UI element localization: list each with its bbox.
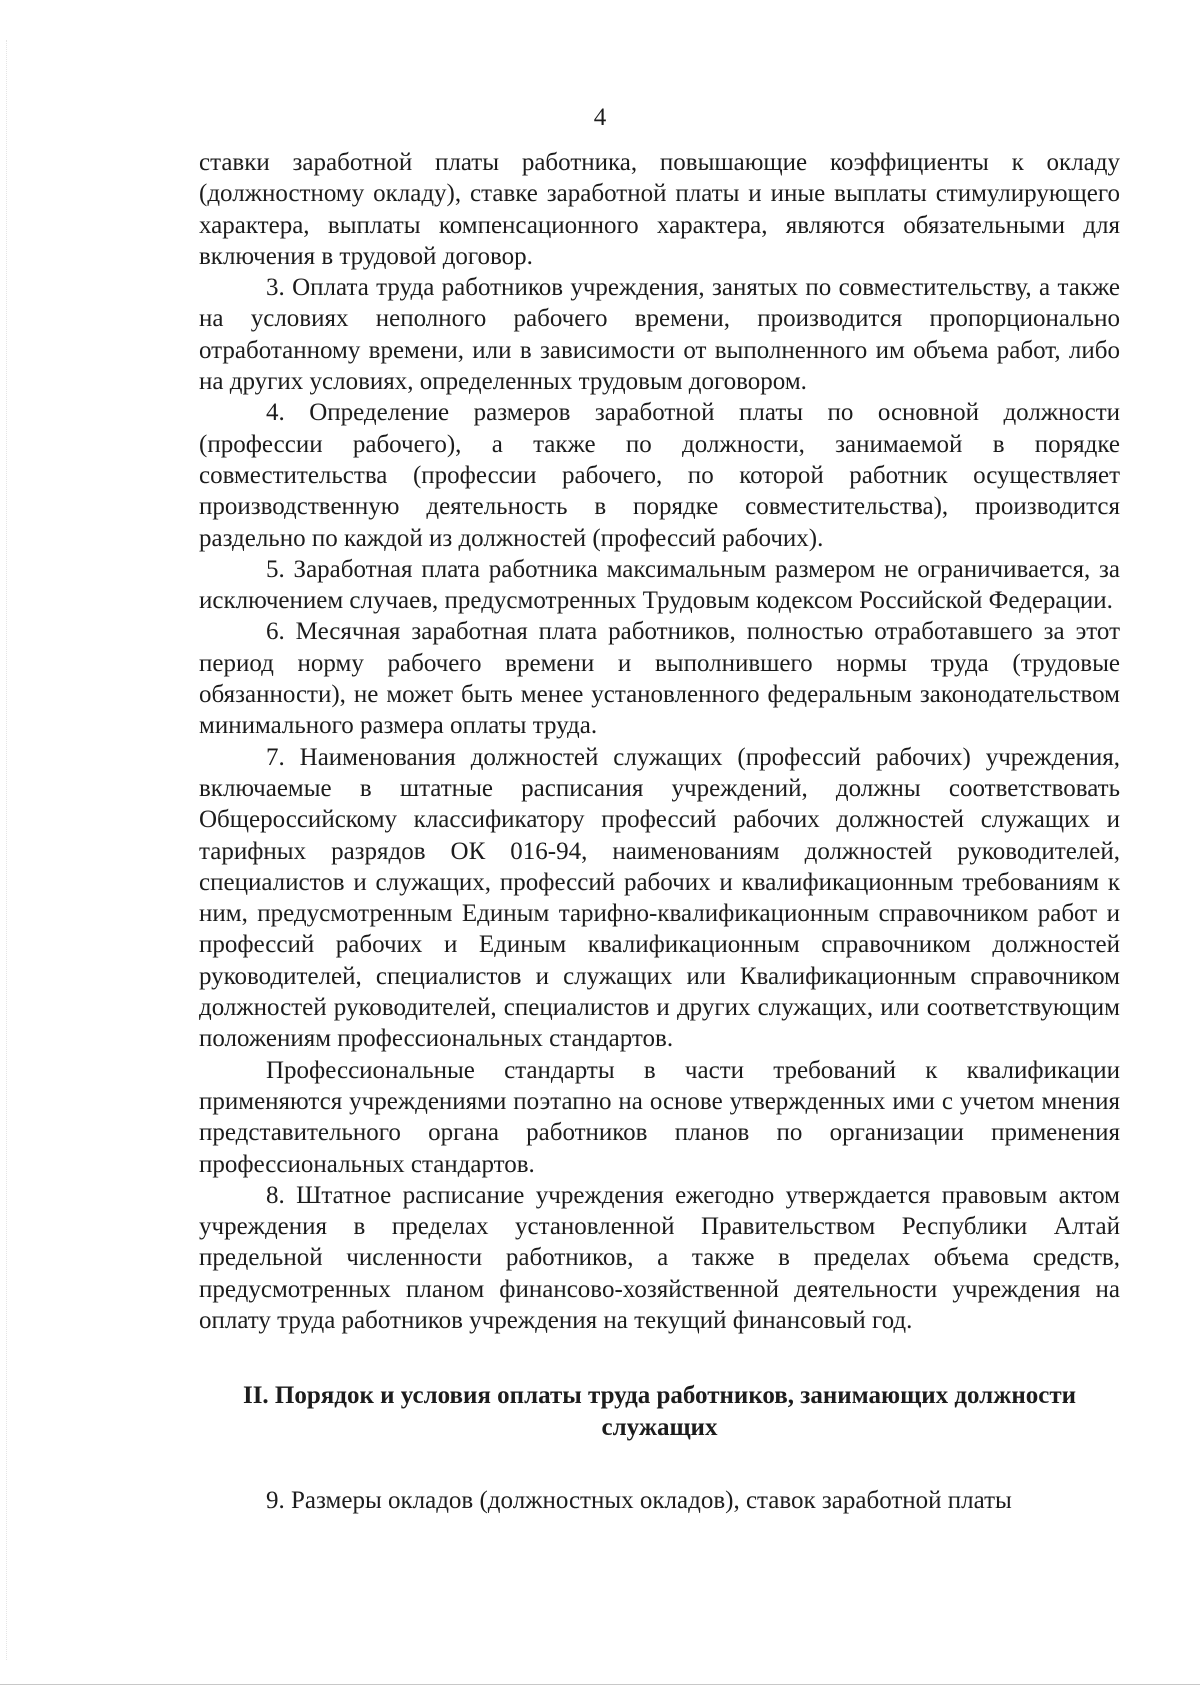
section-heading: II. Порядок и условия оплаты труда работников, занимающих должности служащих bbox=[242, 1382, 1077, 1441]
paragraph-item-5: 5. Заработная плата работника максимальным размером не ограничивается, за исключением случаев, предусмотренных Трудовым кодексом Российской Федерации. bbox=[199, 555, 1120, 615]
page-number: 4 bbox=[593, 104, 607, 131]
document-body bbox=[199, 147, 1120, 1516]
scan-edge-marks bbox=[6, 40, 7, 1660]
paragraph-item-9: 9. Размеры окладов (должностных окладов), ставок заработной платы bbox=[266, 1486, 1012, 1514]
paragraph-item-6: 6. Месячная заработная плата работников, полностью отработавшего за этот период норму рабочего времени и выполнившего нормы труда (трудовые обязанности), не может быть менее установленного федеральным законодательством минимального размера оплаты труда. bbox=[199, 618, 1120, 740]
paragraph-item-7: 7. Наименования должностей служащих (профессий рабочих) учреждения, включаемые в штатные расписания учреждений, должны соответствовать Общероссийскому классификатору профессий рабочих должностей служащих и тарифных разрядов ОК 016-94, наименованиям должностей руководителей, специалистов и служащих, профессий рабочих и квалификационным требованиям к ним, предусмотренным Единым тарифно-квалификационным справочником работ и профессий рабочих и Единым квалификационным справочником должностей руководителей, специалистов и служащих или Квалификационным справочником должностей руководителей, специалистов и других служащих, или соответствующим положениям профессиональных стандартов. bbox=[199, 743, 1120, 1053]
scan-bottom-edge bbox=[0, 1684, 1200, 1685]
paragraph-item-4: 4. Определение размеров заработной платы по основной должности (профессии рабочего), а также по должности, занимаемой в порядке совместительства (профессии рабочего, по которой работник осуществляет производственную деятельность в порядке совместительства), производится раздельно по каждой из должностей (профессий рабочих). bbox=[199, 399, 1120, 552]
paragraph-item-3: 3. Оплата труда работников учреждения, занятых по совместительству, а также на условиях неполного рабочего времени, производится пропорционально отработанному времени, или в зависимости от выполненного им объема работ, либо на других условиях, определенных трудовым договором. bbox=[199, 274, 1120, 396]
paragraph-item-8: 8. Штатное расписание учреждения ежегодно утверждается правовым актом учреждения в пределах установленной Правительством Республики Алтай предельной численности работников, а также в пределах объема средств, предусмотренных планом финансово-хозяйственной деятельности учреждения на оплату труда работников учреждения на текущий финансовый год. bbox=[199, 1181, 1120, 1334]
paragraph-professional-standards: Профессиональные стандарты в части требований к квалификации применяются учреждениями поэтапно на основе утвержденных ими с учетом мнения представительного органа работников планов по организации применения профессиональных стандартов. bbox=[199, 1056, 1120, 1178]
paragraph-continuation: ставки заработной платы работника, повышающие коэффициенты к окладу (должностному окладу), ставке заработной платы и иные выплаты стимулирующего характера, выплаты компенсационного характера, являются обязательными для включения в трудовой договор. bbox=[199, 149, 1120, 270]
